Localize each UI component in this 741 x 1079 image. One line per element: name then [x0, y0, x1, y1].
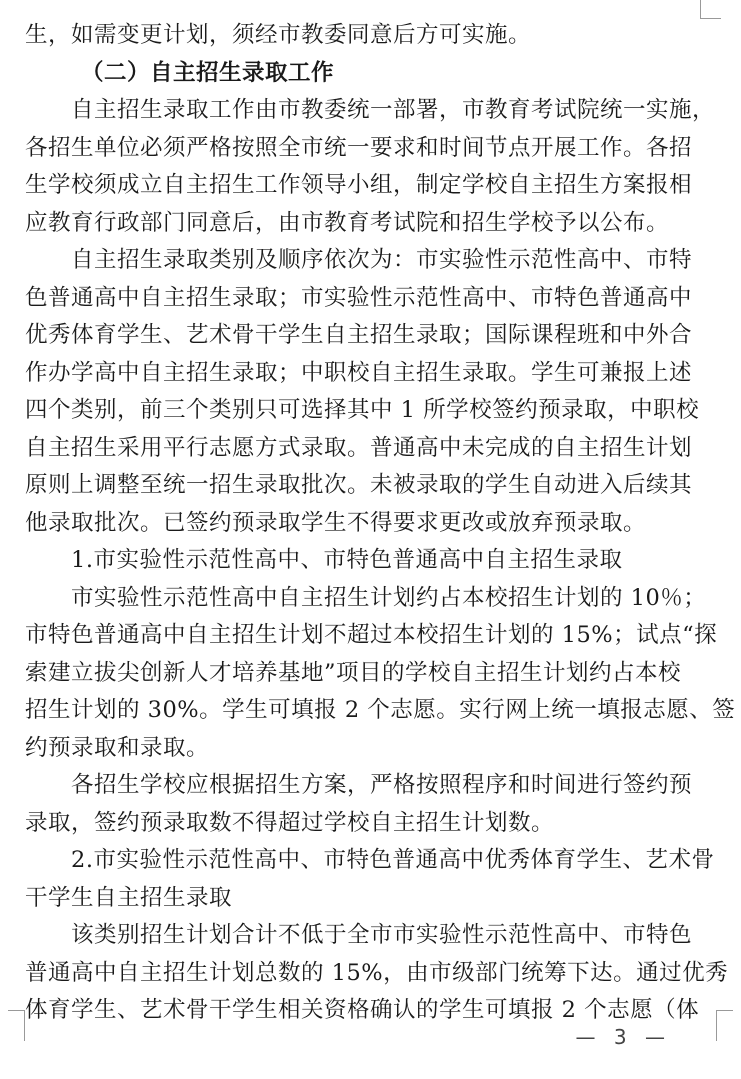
- paragraph-line: 各招生学校应根据招生方案，严格按照程序和时间进行签约预: [71, 772, 693, 798]
- paragraph-line: 体育学生、艺术骨干学生相关资格确认的学生可填报 2 个志愿（体: [25, 997, 700, 1023]
- subsection-heading-continued: 干学生自主招生录取: [25, 884, 233, 911]
- paragraph-line: 色普通高中自主招生录取；市实验性示范性高中、市特色普通高中: [25, 284, 693, 311]
- paragraph-line: 自主招生录取工作由市教委统一部署，市教育考试院统一实施，: [71, 97, 716, 123]
- paragraph-line: 原则上调整至统一招生录取批次。未被录取的学生自动进入后续其: [25, 472, 693, 498]
- paragraph-line: 招生计划的 30%。学生可填报 2 个志愿。实行网上统一填报志愿、签: [25, 697, 736, 723]
- document-body: [25, 17, 736, 1030]
- paragraph-line: 普通高中自主招生计划总数的 15%，由市级部门统筹下达。通过优秀: [25, 959, 729, 986]
- crop-mark-bottom-right: [716, 1010, 733, 1041]
- paragraph-line: 各招生单位必须严格按照全市统一要求和时间节点开展工作。各招: [25, 134, 693, 161]
- section-heading: （二）自主招生录取工作: [81, 59, 335, 86]
- page-number: — 3 —: [575, 1025, 671, 1049]
- paragraph-line: 约预录取和录取。: [25, 734, 210, 761]
- crop-mark-bottom-left: [8, 1010, 25, 1041]
- paragraph-line: 录取，签约预录取数不得超过学校自主招生计划数。: [25, 809, 555, 836]
- paragraph-line: 自主招生录取类别及顺序依次为：市实验性示范性高中、市特: [71, 247, 693, 273]
- paragraph-line: 他录取批次。已签约预录取学生不得要求更改或放弃预录取。: [25, 509, 647, 536]
- paragraph-line: 市特色普通高中自主招生计划不超过本校招生计划的 15%；试点“探: [25, 622, 718, 648]
- paragraph-line: 生，如需变更计划，须经市教委同意后方可实施。: [25, 22, 532, 48]
- paragraph-line: 应教育行政部门同意后，由市教育考试院和招生学校予以公布。: [25, 209, 670, 236]
- paragraph-line: 自主招生采用平行志愿方式录取。普通高中未完成的自主招生计划: [25, 434, 693, 461]
- paragraph-line: 该类别招生计划合计不低于全市市实验性示范性高中、市特色: [71, 922, 693, 948]
- subsection-heading: 2.市实验性示范性高中、市特色普通高中优秀体育学生、艺术骨: [71, 847, 715, 873]
- paragraph-line: 作办学高中自主招生录取；中职校自主招生录取。学生可兼报上述: [25, 359, 693, 386]
- paragraph-line: 索建立拔尖创新人才培养基地”项目的学校自主招生计划约占本校: [25, 659, 682, 686]
- paragraph-line: 生学校须成立自主招生工作领导小组，制定学校自主招生方案报相: [25, 172, 693, 198]
- paragraph-line: 优秀体育学生、艺术骨干学生自主招生录取；国际课程班和中外合: [25, 322, 693, 348]
- paragraph-line: 市实验性示范性高中自主招生计划约占本校招生计划的 10％；: [71, 584, 707, 611]
- subsection-heading: 1.市实验性示范性高中、市特色普通高中自主招生录取: [71, 547, 623, 573]
- paragraph-line: 四个类别，前三个类别只可选择其中 1 所学校签约预录取，中职校: [25, 397, 700, 423]
